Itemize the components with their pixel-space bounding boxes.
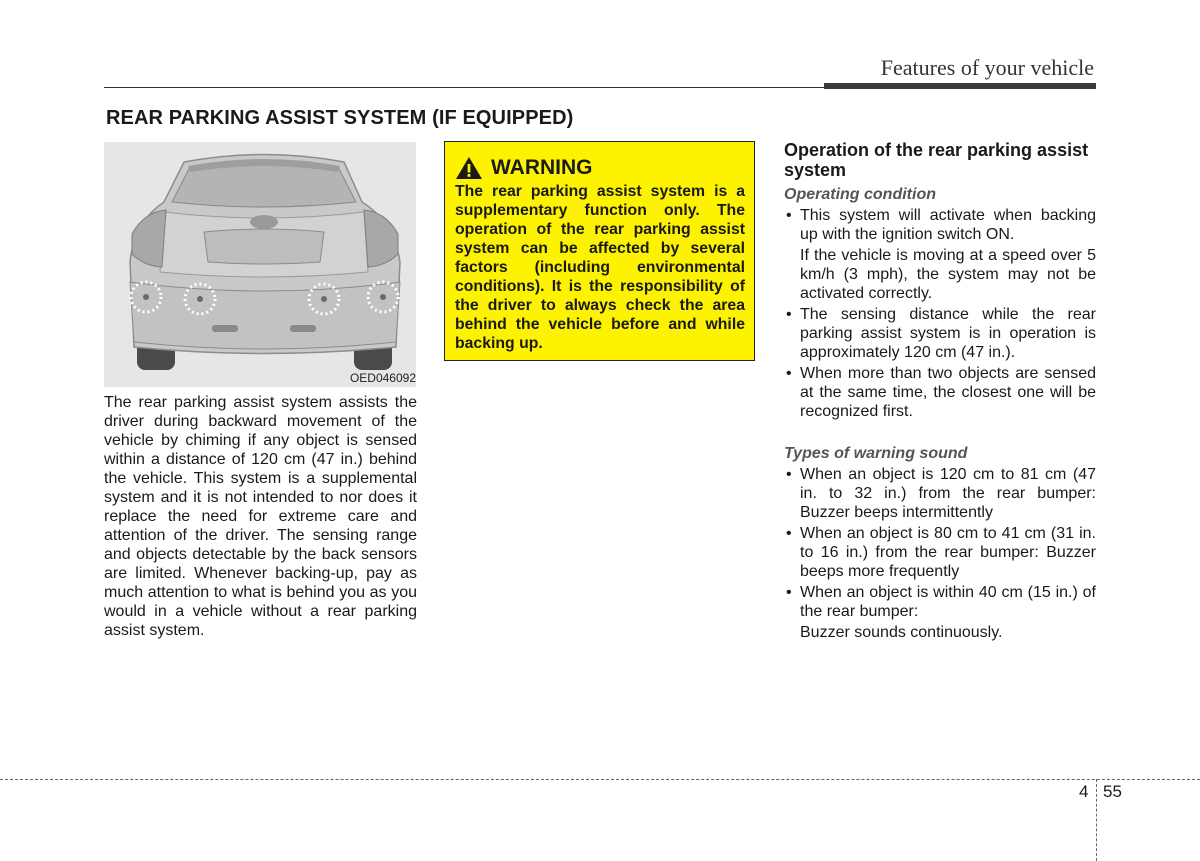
- bullet-icon: •: [786, 365, 792, 382]
- rear-car-illustration: [104, 142, 416, 387]
- page-header-title: Features of your vehicle: [880, 55, 1094, 80]
- car-rear-view: [104, 142, 416, 387]
- operating-condition-subheading: Operating condition: [784, 186, 936, 203]
- bullet-icon: •: [786, 306, 792, 323]
- list-item-note: If the vehicle is moving at a speed over 5 km/h (3 mph), the system may not be activated correctly.: [800, 247, 1096, 302]
- list-item-text: When an object is within 40 cm (15 in.) of the rear bumper:: [800, 584, 1096, 620]
- list-item: [784, 524, 1096, 581]
- warning-title: WARNING: [491, 156, 593, 179]
- warning-heading: [455, 156, 745, 180]
- operation-column: [784, 140, 1096, 642]
- bullet-icon: •: [786, 466, 792, 483]
- header-accent-bar: [824, 83, 1096, 89]
- list-item-text: This system will activate when backing up with the ignition switch ON.: [800, 207, 1096, 243]
- list-item: [784, 465, 1096, 522]
- bullet-icon: •: [786, 525, 792, 542]
- operation-heading: Operation of the rear parking assist system: [784, 140, 1089, 180]
- warning-box: [444, 141, 755, 361]
- list-item-text: When an object is 80 cm to 41 cm (31 in. to 16 in.) from the rear bumper: Buzzer beeps more frequently: [800, 525, 1096, 580]
- warning-triangle-icon: [455, 156, 483, 180]
- warning-body: The rear parking assist system is a supplementary function only. The operation of the rear parking assist system can be affected by several factors (including environmental conditions). It is the responsibility of the driver to always check the area behind the vehicle before and while backing up.: [455, 183, 745, 352]
- footer-rule: [0, 779, 1200, 780]
- bullet-icon: •: [786, 207, 792, 224]
- list-item: [784, 583, 1096, 621]
- list-item: [784, 364, 1096, 421]
- intro-paragraph: The rear parking assist system assists the driver during backward movement of the vehicle by chiming if any object is sensed within a distance of 120 cm (47 in.) behind the vehicle. This system is a supplemental system and it is not intended to nor does it replace the need for extreme care and attention of the driver. The sensing range and objects detectable by the back sensors are limited. Whenever backing-up, pay as much attention to what is behind you as you would in a vehicle without a rear parking assist system.: [104, 394, 417, 639]
- footer-divider: [1096, 779, 1097, 861]
- list-item-text: When more than two objects are sensed at the same time, the closest one will be recognized first.: [800, 365, 1096, 420]
- figure-code: OED046092: [349, 371, 416, 385]
- list-item-text: When an object is 120 cm to 81 cm (47 in. to 32 in.) from the rear bumper: Buzzer beeps intermittently: [800, 466, 1096, 521]
- section-title: REAR PARKING ASSIST SYSTEM (IF EQUIPPED): [106, 107, 574, 129]
- chapter-number: 4: [1079, 782, 1089, 801]
- list-item-text: The sensing distance while the rear parking assist system is in operation is approximately 120 cm (47 in.).: [800, 306, 1096, 361]
- warning-sound-subheading: Types of warning sound: [784, 445, 968, 462]
- list-item: [784, 206, 1096, 244]
- list-item: [784, 305, 1096, 362]
- page-number: 55: [1103, 782, 1122, 801]
- list-item-note: Buzzer sounds continuously.: [800, 624, 1003, 641]
- bullet-icon: •: [786, 584, 792, 601]
